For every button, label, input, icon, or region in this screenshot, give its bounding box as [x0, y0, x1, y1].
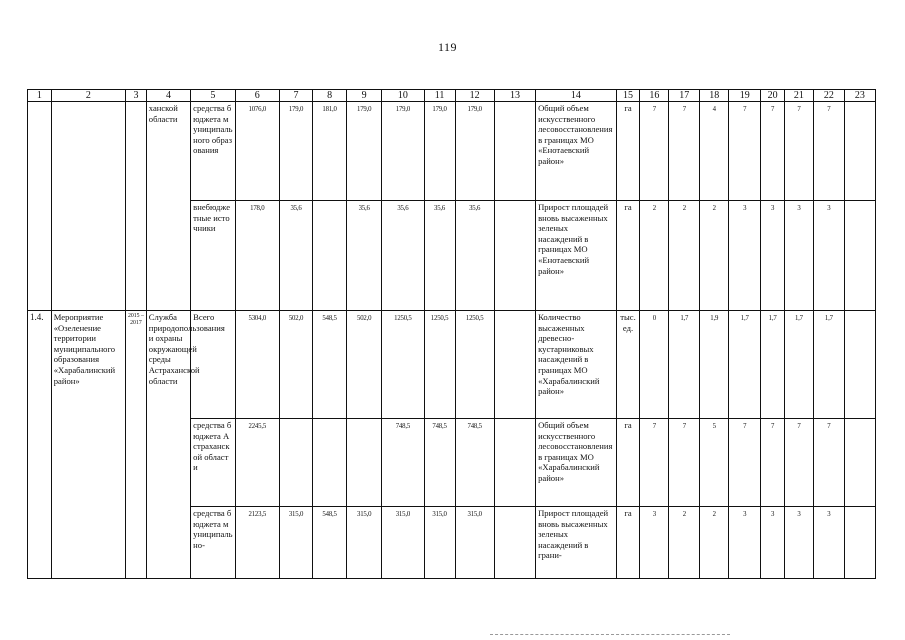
- cell-target: 3: [784, 201, 813, 311]
- cell-target: [844, 102, 875, 201]
- cell-target: 3: [640, 507, 669, 579]
- cell-target: 3: [813, 201, 844, 311]
- cell-value: 2123,5: [235, 507, 279, 579]
- cell-value: 181,0: [313, 102, 347, 201]
- cell-value: [347, 419, 382, 507]
- col-header: 14: [536, 90, 617, 102]
- cell-target: 1,7: [669, 311, 700, 419]
- cell-target: 3: [729, 507, 761, 579]
- cell-value: 1250,5: [455, 311, 494, 419]
- cell-target: 2: [700, 507, 729, 579]
- col-header: 3: [126, 90, 147, 102]
- cell-target: 7: [669, 419, 700, 507]
- cell-funding-source: средства бюджета Астраханской области: [191, 419, 235, 507]
- cell-value: 35,6: [382, 201, 424, 311]
- col-header: 20: [761, 90, 785, 102]
- cell-value: [494, 507, 535, 579]
- cell-value: [494, 419, 535, 507]
- cell-indicator: Общий объем искусственного лесовосстановления в границах МО «Енотаевский район»: [536, 102, 617, 201]
- cell-unit: га: [616, 201, 640, 311]
- cell-target: 7: [640, 419, 669, 507]
- cell-value: 1076,0: [235, 102, 279, 201]
- cell-period: [126, 102, 147, 311]
- cell-value: 748,5: [382, 419, 424, 507]
- cell-target: 3: [813, 507, 844, 579]
- cell-value: [279, 419, 312, 507]
- cell-target: 7: [640, 102, 669, 201]
- col-header: 22: [813, 90, 844, 102]
- cell-target: 1,7: [761, 311, 785, 419]
- cell-target: 1,7: [813, 311, 844, 419]
- cell-executor: Служба природопользования и охраны окружающей среды Астраханской области: [146, 311, 190, 579]
- cell-value: 502,0: [279, 311, 312, 419]
- col-header: 1: [28, 90, 52, 102]
- col-header: 19: [729, 90, 761, 102]
- cell-target: 1,9: [700, 311, 729, 419]
- col-header: 11: [424, 90, 455, 102]
- cell-value: 315,0: [424, 507, 455, 579]
- column-number-row: [28, 90, 876, 102]
- cell-value: 748,5: [424, 419, 455, 507]
- cell-target: 7: [784, 102, 813, 201]
- cell-target: 7: [761, 419, 785, 507]
- col-header: 16: [640, 90, 669, 102]
- col-header: 2: [51, 90, 125, 102]
- cell-indicator: Прирост площадей вновь высаженных зеленых насаждений в границах МО «Енотаевский район»: [536, 201, 617, 311]
- cell-target: 5: [700, 419, 729, 507]
- cell-value: 35,6: [347, 201, 382, 311]
- col-header: 23: [844, 90, 875, 102]
- cell-target: 2: [640, 201, 669, 311]
- cell-value: 35,6: [424, 201, 455, 311]
- program-table: [27, 89, 876, 579]
- table-row: [28, 102, 876, 201]
- cell-target: 1,7: [729, 311, 761, 419]
- col-header: 15: [616, 90, 640, 102]
- cell-target: [844, 311, 875, 419]
- cell-target: 7: [729, 102, 761, 201]
- cell-value: 35,6: [279, 201, 312, 311]
- cell-period: 2015 – 2017: [126, 311, 147, 579]
- cell-unit: тыс. ед.: [616, 311, 640, 419]
- cell-indicator: Прирост площадей вновь высаженных зеленых насаждений в грани-: [536, 507, 617, 579]
- cell-value: 179,0: [279, 102, 312, 201]
- cell-target: 4: [700, 102, 729, 201]
- cell-funding-source: Всего: [191, 311, 235, 419]
- cell-value: 315,0: [279, 507, 312, 579]
- cell-measure: [51, 102, 125, 311]
- col-header: 7: [279, 90, 312, 102]
- cell-value: [494, 201, 535, 311]
- cell-value: 548,5: [313, 507, 347, 579]
- cell-target: 2: [669, 201, 700, 311]
- cell-unit: га: [616, 507, 640, 579]
- col-header: 13: [494, 90, 535, 102]
- col-header: 8: [313, 90, 347, 102]
- cell-value: 502,0: [347, 311, 382, 419]
- cell-value: 1250,5: [382, 311, 424, 419]
- cell-value: [494, 102, 535, 201]
- cell-target: 7: [729, 419, 761, 507]
- col-header: 6: [235, 90, 279, 102]
- col-header: 10: [382, 90, 424, 102]
- cell-funding-source: внебюджетные источники: [191, 201, 235, 311]
- cell-target: 7: [669, 102, 700, 201]
- cell-target: 3: [761, 201, 785, 311]
- cell-target: [844, 201, 875, 311]
- col-header: 4: [146, 90, 190, 102]
- col-header: 12: [455, 90, 494, 102]
- cell-target: 7: [761, 102, 785, 201]
- cell-value: 548,5: [313, 311, 347, 419]
- cell-value: 179,0: [382, 102, 424, 201]
- cell-value: 179,0: [347, 102, 382, 201]
- cell-target: 1,7: [784, 311, 813, 419]
- cell-target: 2: [700, 201, 729, 311]
- cell-value: [494, 311, 535, 419]
- cell-value: 178,0: [235, 201, 279, 311]
- cell-value: [313, 419, 347, 507]
- cell-funding-source: средства бюджета муниципально-: [191, 507, 235, 579]
- cell-value: 2245,5: [235, 419, 279, 507]
- cell-value: 35,6: [455, 201, 494, 311]
- cell-unit: га: [616, 419, 640, 507]
- cell-measure: Мероприятие «Озеленение территории муниципального образования «Харабалинский район»: [51, 311, 125, 579]
- scan-artifact-line: [490, 634, 730, 637]
- cell-value: 1250,5: [424, 311, 455, 419]
- cell-number: 1.4.: [28, 311, 52, 579]
- cell-value: 315,0: [347, 507, 382, 579]
- cell-executor: ханской области: [146, 102, 190, 311]
- page-number: 119: [438, 40, 458, 54]
- table-row: [28, 311, 876, 419]
- cell-indicator: Количество высаженных древесно-кустарниковых насаждений в границах МО «Харабалинский район»: [536, 311, 617, 419]
- cell-indicator: Общий объем искусственного лесовосстановления в границах МО «Харабалинский район»: [536, 419, 617, 507]
- cell-value: 179,0: [455, 102, 494, 201]
- col-header: 17: [669, 90, 700, 102]
- col-header: 5: [191, 90, 235, 102]
- cell-number: [28, 102, 52, 311]
- cell-value: 179,0: [424, 102, 455, 201]
- cell-funding-source: средства бюджета муниципального образования: [191, 102, 235, 201]
- cell-target: 3: [761, 507, 785, 579]
- cell-target: 3: [729, 201, 761, 311]
- cell-target: [844, 419, 875, 507]
- col-header: 21: [784, 90, 813, 102]
- cell-unit: га: [616, 102, 640, 201]
- cell-target: 7: [813, 419, 844, 507]
- cell-target: 7: [784, 419, 813, 507]
- col-header: 18: [700, 90, 729, 102]
- cell-target: 3: [784, 507, 813, 579]
- cell-target: 2: [669, 507, 700, 579]
- cell-target: 7: [813, 102, 844, 201]
- cell-target: [844, 507, 875, 579]
- cell-target: 0: [640, 311, 669, 419]
- cell-value: 315,0: [455, 507, 494, 579]
- cell-value: 748,5: [455, 419, 494, 507]
- col-header: 9: [347, 90, 382, 102]
- cell-value: 5304,0: [235, 311, 279, 419]
- cell-value: 315,0: [382, 507, 424, 579]
- cell-value: [313, 201, 347, 311]
